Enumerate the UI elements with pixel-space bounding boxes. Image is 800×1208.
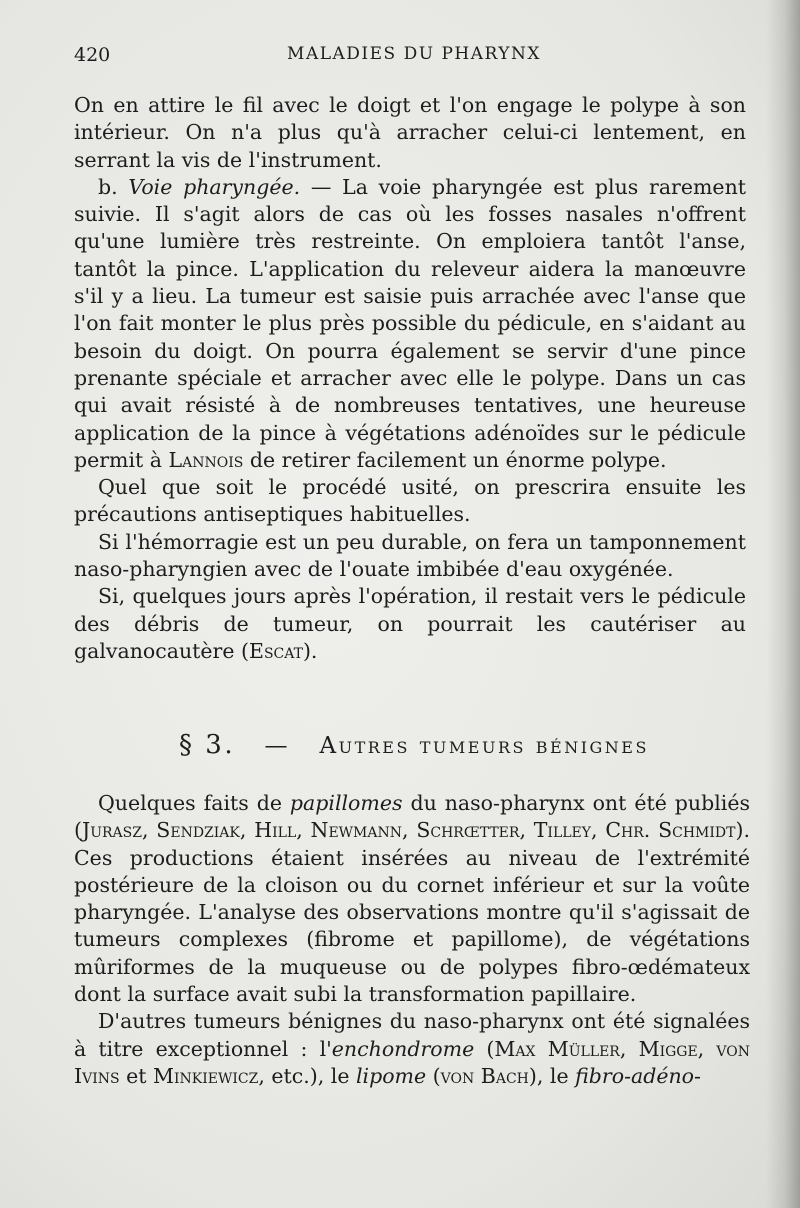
- term-enchondrome: enchondrome: [331, 1036, 475, 1061]
- paragraph-antiseptiques: Quel que soit le procédé usité, on prescrira ensuite les précautions antiseptiques habituelles.: [74, 475, 746, 527]
- page-number: 420: [74, 44, 111, 66]
- author-name: von Bach: [440, 1063, 529, 1088]
- term-fibro-adeno: fibro-adéno-: [575, 1063, 701, 1088]
- section-number: § 3.: [179, 730, 236, 760]
- author-list: Max Müller, Migge, von Ivins: [74, 1036, 751, 1088]
- paragraph-hemorragie: Si l'hémorragie est un peu durable, on fera un tamponnement naso-pharyngien avec de l'ouate imbibée d'eau oxygénée.: [74, 529, 746, 582]
- page-header: [74, 44, 754, 74]
- section-dash: —: [264, 733, 291, 759]
- text-block-bottom: [74, 790, 750, 1090]
- author-name: Minkiewicz: [153, 1063, 259, 1088]
- term-papillomes: papillomes: [289, 791, 403, 815]
- section-heading: [74, 730, 754, 760]
- author-name: Lannois: [168, 447, 244, 472]
- paragraph-voie-pharyngee: b. Voie pharyngée. — La voie pharyngée est plus rarement suivie. Il s'agit alors de cas où les fosses nasales n'offrent qu'une lumière très restreinte. On emploiera tantôt l'anse, tantôt la pince. L'application du releveur aidera la manœuvre s'il y a lieu. La tumeur est saisie puis arrachée avec l'anse que l'on fait monter le plus près possible du pédicule, en s'aidant au besoin du doigt. On pourra également se servir d'une pince prenante spéciale et arracher avec elle le polype. Dans un cas qui avait résisté à de nombreuses tentatives, une heureuse application de la pince à végétations adénoïdes sur le pédicule permit à Lannois de retirer facilement un énorme polype.: [74, 174, 747, 472]
- author-name: Escat: [248, 638, 303, 663]
- author-list: Jurasz, Sendziak, Hill, Newmann, Schrœtter, Tilley, Chr. Schmidt: [82, 818, 736, 843]
- paragraph-instrument: On en attire le fil avec le doigt et l'on engage le polype à son intérieur. On n'a plus qu'à arracher celui-ci lentement, en serrant la vis de l'instrument.: [74, 93, 746, 172]
- page-edge-shadow: [766, 0, 800, 1208]
- subheading-voie-pharyngee: Voie pharyngée.: [128, 174, 301, 199]
- paragraph-papillomes: Quelques faits de papillomes du naso-pharynx ont été publiés (Jurasz, Sendziak, Hill, Newmann, Schrœtter, Tilley, Chr. Schmidt). Ces productions étaient insérées au niveau de l'extrémité postérieure de la cloison ou du cornet inférieur et sur la voûte pharyngée. L'analyse des observations montre qu'il s'agissait de tumeurs complexes (fibrome et papillome), de végétations mûriformes de la muqueuse ou de polypes fibro-œdémateux dont la surface avait subi la transformation papillaire.: [74, 791, 750, 1007]
- text-block-top: [74, 92, 746, 665]
- paragraph-autres-tumeurs: D'autres tumeurs bénignes du naso-pharynx ont été signalées à titre exceptionnel : l'enchondrome (Max Müller, Migge, von Ivins et Minkiewicz, etc.), le lipome (von Bach), le fibro-adéno-: [74, 1009, 751, 1088]
- running-title: MALADIES DU PHARYNX: [287, 44, 541, 64]
- section-title: Autres tumeurs bénignes: [319, 733, 649, 759]
- paragraph-pedicule: Si, quelques jours après l'opération, il restait vers le pédicule des débris de tumeur, on pourrait les cautériser au galvanocautère (Escat).: [74, 584, 746, 663]
- term-lipome: lipome: [355, 1063, 427, 1088]
